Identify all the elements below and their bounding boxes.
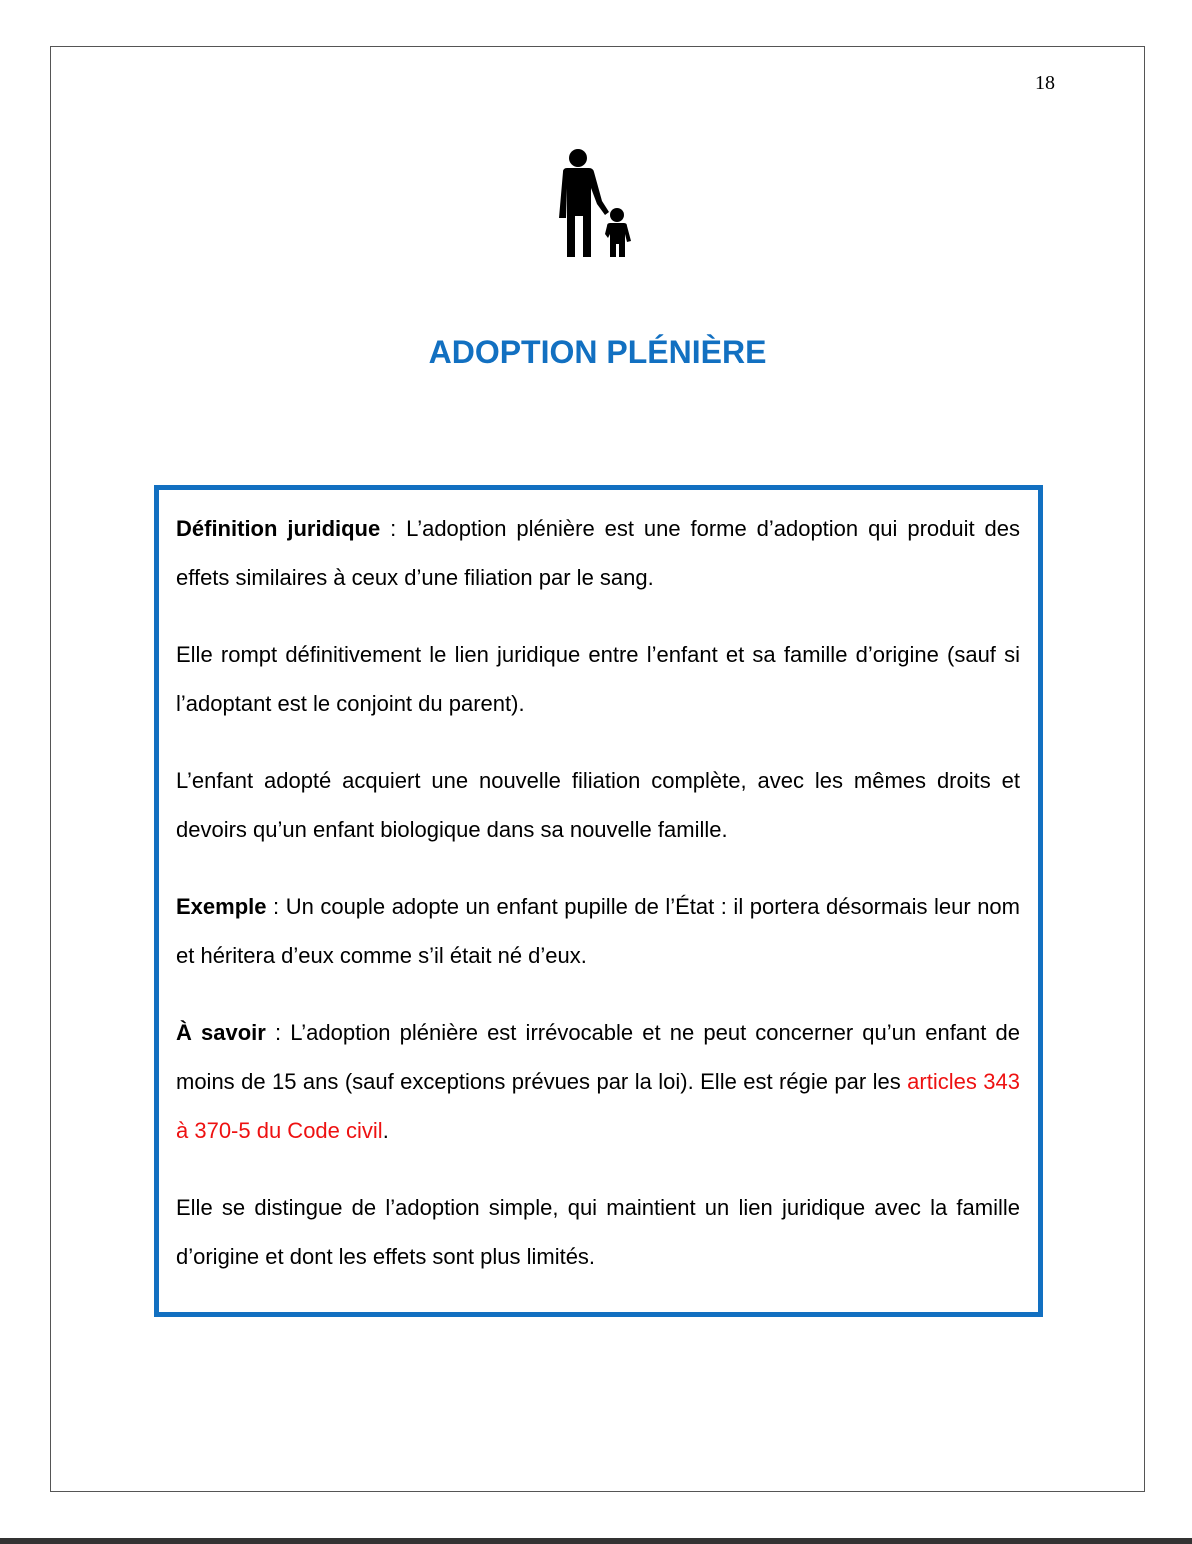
definition-box [154, 485, 1043, 1317]
definition-text: L’adoption plénière est une forme d’adoption qui produit des effets similaires à ceux d’une filiation par le sang. [176, 516, 1020, 590]
label-definition: Définition juridique [176, 516, 381, 541]
paragraph-rupture [176, 630, 1020, 728]
paragraph-filiation [176, 756, 1020, 854]
separator: : [265, 1020, 291, 1045]
separator: : [266, 894, 286, 919]
page-number: 18 [1035, 72, 1055, 94]
to-know-end: . [382, 1118, 389, 1143]
parent-child-icon [545, 146, 645, 261]
separator: : [380, 516, 407, 541]
bottom-bar [0, 1538, 1192, 1544]
label-to-know: À savoir [176, 1020, 266, 1045]
label-example: Exemple [176, 894, 267, 919]
distinction-text: Elle se distingue de l’adoption simple, qui maintient un lien juridique avec la famille d’origine et dont les effets sont plus limités. [176, 1195, 1020, 1269]
example-text: Un couple adopte un enfant pupille de l’État : il portera désormais leur nom et héritera d’eux comme s’il était né d’eux. [176, 894, 1020, 968]
paragraph-example [176, 882, 1020, 980]
paragraph-definition [176, 504, 1020, 602]
page-title: ADOPTION PLÉNIÈRE [428, 334, 767, 370]
rupture-text: Elle rompt définitivement le lien juridique entre l’enfant et sa famille d’origine (sauf si l’adoptant est le conjoint du parent). [176, 642, 1020, 716]
code-civil-reference: articles 343 à 370-5 du Code civil [176, 1069, 1020, 1143]
filiation-text: L’enfant adopté acquiert une nouvelle filiation complète, avec les mêmes droits et devoirs qu’un enfant biologique dans sa nouvelle famille. [176, 768, 1020, 842]
paragraph-to-know [176, 1008, 1020, 1155]
paragraph-distinction [176, 1183, 1020, 1281]
to-know-text: L’adoption plénière est irrévocable et ne peut concerner qu’un enfant de moins de 15 ans (sauf exceptions prévues par la loi). Elle est régie par les [176, 1020, 1020, 1094]
